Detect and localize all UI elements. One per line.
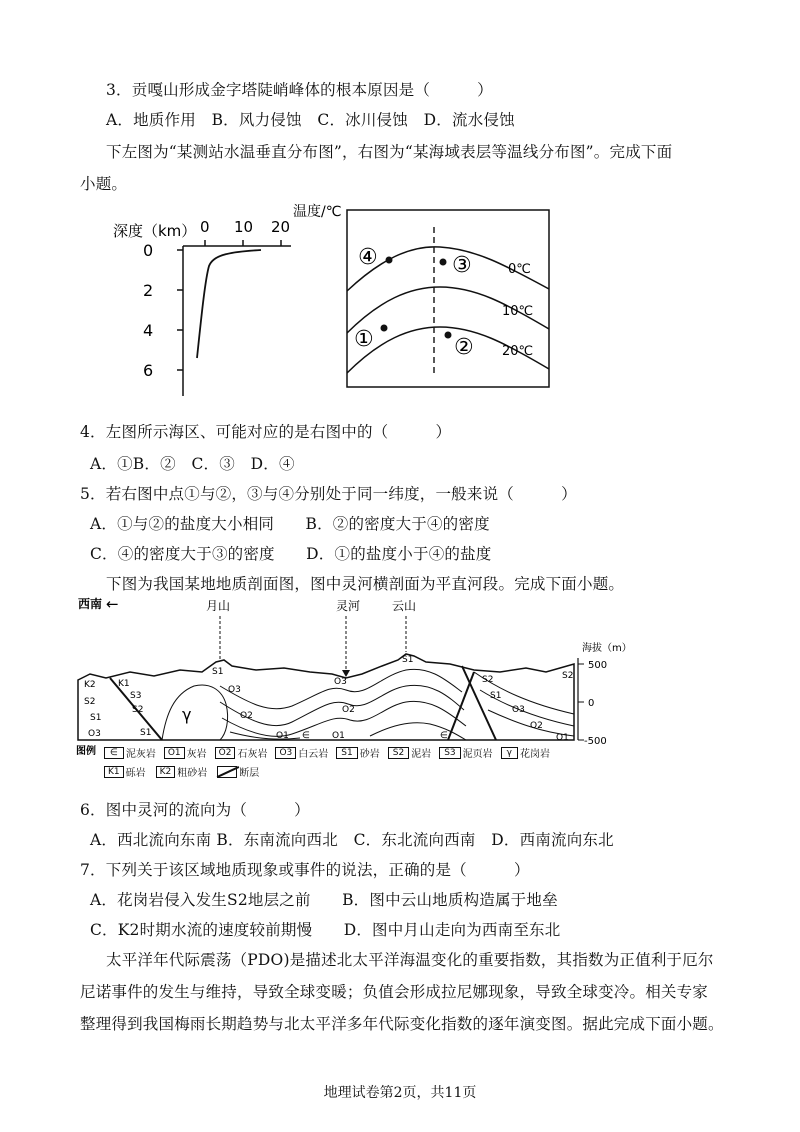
svg-text:∈: ∈ (440, 731, 448, 741)
altitude-tick-neg500: -500 (584, 736, 607, 747)
intro3-line3: 整理得到我国梅雨长期趋势与北太平洋多年代际变化指数的逐年演变图。据此完成下面小题。 (80, 1015, 724, 1033)
intro2-line1: 下图为我国某地地质剖面图，图中灵河横剖面为平直河段。完成下面小题。 (106, 575, 625, 593)
q6-stem: 6．图中灵河的流向为（ ） (80, 801, 310, 819)
q7-stem: 7．下列关于该区域地质现象或事件的说法，正确的是（ ） (80, 861, 530, 879)
isotherm-map-figure (340, 205, 555, 390)
svg-text:O2: O2 (240, 711, 253, 721)
legend: ∈ 泥灰岩 O1 灰岩 O2 石灰岩 O3 白云岩 S1 砂岩 S2 泥岩 S3 泥页岩 γ 花岗岩 K1 砾岩 K2 粗砂岩 断层 (104, 745, 724, 779)
y-tick-4: 4 (143, 321, 154, 340)
fault-symbol (217, 766, 237, 778)
intro1-line2: 小题。 (80, 175, 128, 193)
svg-text:O1: O1 (276, 731, 289, 741)
altitude-label: 海拔（m） (582, 643, 632, 654)
q5-options-2: C．④的密度大于③的密度 D．①的盐度小于④的盐度 (90, 545, 492, 563)
q3-stem: 3．贡嘎山形成金字塔陡峭峰体的根本原因是（ ） (106, 81, 493, 99)
q7-options-1: A．花岗岩侵入发生S2地层之前 B．图中云山地质构造属于地垒 (90, 891, 558, 909)
river-linghe-label: 灵河 (336, 599, 361, 613)
intro1-line1: 下左图为“某测站水温垂直分布图”，右图为“某海域表层等温线分布图”。完成下面 (106, 143, 673, 161)
q7-options-2: C．K2时期水流的速度较前期慢 D．图中月山走向为西南至东北 (90, 921, 561, 939)
altitude-tick-0: 0 (588, 698, 595, 709)
point-4: ④ (358, 245, 378, 270)
isotherm-label-0: 0℃ (508, 262, 531, 277)
svg-text:O3: O3 (88, 729, 101, 739)
point-3: ③ (452, 253, 472, 278)
y-tick-2: 2 (143, 281, 154, 300)
svg-text:S1: S1 (140, 728, 152, 738)
page-footer: 地理试卷第2页，共11页 (323, 1085, 477, 1101)
svg-text:S2: S2 (132, 705, 144, 715)
svg-text:O1: O1 (332, 731, 345, 741)
temp-axis-label: 温度/℃ (293, 204, 342, 220)
isotherm-label-20: 20℃ (502, 344, 534, 359)
svg-text:S1: S1 (402, 655, 414, 665)
q4-stem: 4．左图所示海区、可能对应的是右图中的（ ） (80, 423, 452, 441)
depth-axis-label: 深度（km） (113, 222, 197, 240)
q4-options: A．①B．② C．③ D．④ (90, 455, 295, 473)
svg-text:O3: O3 (512, 705, 525, 715)
altitude-tick-500: 500 (588, 660, 608, 671)
svg-text:O3: O3 (334, 677, 347, 687)
q6-options: A．西北流向东南 B．东南流向西北 C．东北流向西南 D．西南流向东北 (90, 831, 614, 849)
svg-text:O3: O3 (228, 685, 241, 695)
svg-text:S1: S1 (90, 713, 102, 723)
direction-arrow: ← (106, 595, 119, 613)
x-tick-20: 20 (271, 218, 291, 236)
intro3-line2: 尼诺事件的发生与维持，导致全球变暖；负值会形成拉尼娜现象，导致全球变冷。相关专家 (80, 983, 709, 1001)
svg-text:K2: K2 (84, 680, 96, 690)
mountain-yueshan-label: 月山 (206, 599, 231, 613)
mountain-yunshan-label: 云山 (392, 599, 417, 613)
svg-text:O2: O2 (342, 705, 355, 715)
svg-text:S3: S3 (130, 691, 142, 701)
q5-stem: 5．若右图中点①与②，③与④分别处于同一纬度，一般来说（ ） (80, 485, 577, 503)
svg-text:O2: O2 (530, 721, 543, 731)
y-tick-0: 0 (143, 241, 154, 260)
svg-text:K1: K1 (118, 679, 130, 689)
temperature-curve (197, 250, 261, 358)
svg-text:O1: O1 (556, 733, 569, 743)
y-tick-6: 6 (143, 361, 154, 380)
point-1: ① (354, 327, 374, 352)
x-tick-10: 10 (234, 218, 254, 236)
svg-text:γ: γ (182, 705, 192, 724)
x-tick-0: 0 (200, 218, 210, 236)
svg-text:∈: ∈ (302, 731, 310, 741)
water-temp-depth-figure (105, 200, 342, 400)
svg-text:S1: S1 (212, 667, 224, 677)
isotherm-label-10: 10℃ (502, 304, 534, 319)
svg-text:S2: S2 (84, 697, 96, 707)
q5-options-1: A．①与②的盐度大小相同 B．②的密度大于④的密度 (90, 515, 490, 533)
svg-text:S1: S1 (490, 691, 502, 701)
direction-label: 西南 (78, 597, 103, 611)
legend-title: 图例 (76, 746, 96, 757)
intro3-line1: 太平洋年代际震荡（PDO)是描述北太平洋海温变化的重要指数，其指数为正值利于厄尔 (106, 951, 714, 969)
q3-options: A．地质作用 B．风力侵蚀 C．冰川侵蚀 D．流水侵蚀 (106, 111, 515, 129)
svg-text:S2: S2 (562, 671, 574, 681)
svg-text:S2: S2 (482, 675, 494, 685)
point-2: ② (454, 335, 474, 360)
